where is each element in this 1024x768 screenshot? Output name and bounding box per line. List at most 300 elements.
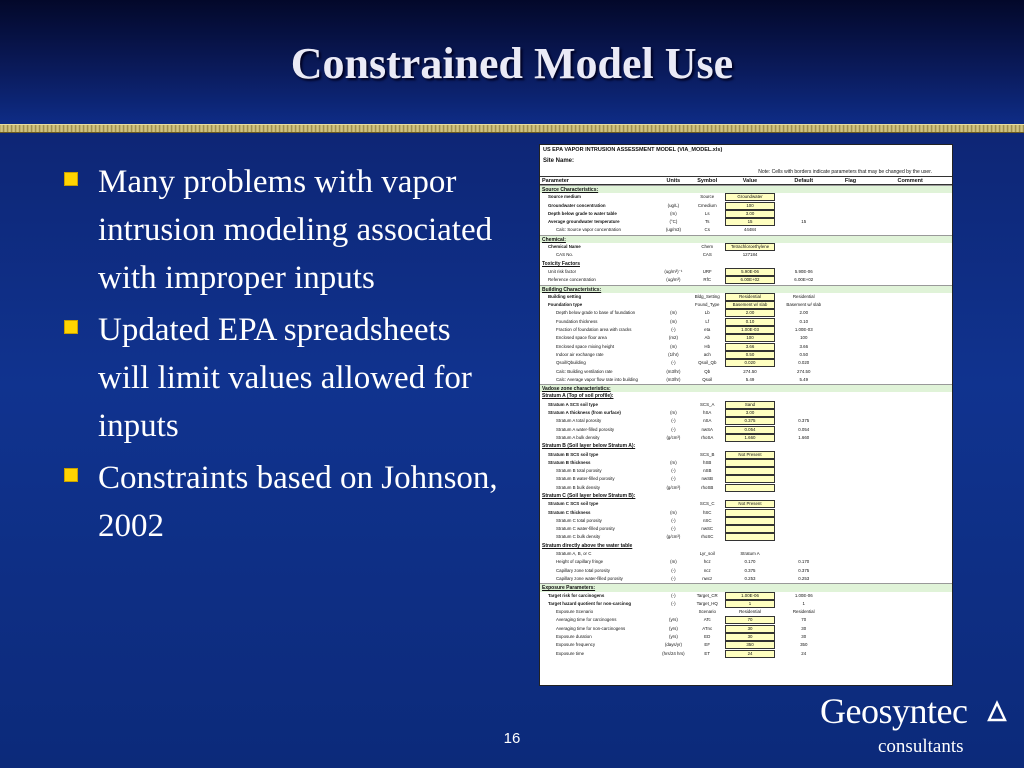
cell-value[interactable] [725,517,775,525]
cell-comment [868,459,952,467]
cell-flag [833,226,869,234]
cell-symbol: ATnc [702,625,713,631]
cell-units: (g/cm³) [666,434,681,440]
cell-parameter: Stratum A SCS soil type [548,401,598,407]
cell-flag [833,600,869,608]
cell-flag [833,359,869,367]
cell-flag [833,633,869,641]
cell-comment [868,368,952,376]
cell-comment [868,210,952,218]
cell-parameter: Stratum A thickness (from surface) [548,410,621,416]
cell-value[interactable] [725,459,775,467]
cell-flag [833,509,869,517]
cell-value: 5.49 [745,376,755,382]
cell-value[interactable]: 100 [725,202,775,210]
sheet-row [540,276,952,284]
cell-default: 0.375 [798,418,810,424]
cell-default: Residential [792,609,815,615]
sheet-row [540,202,952,210]
sheet-row [540,243,952,251]
cell-flag [833,301,869,309]
sheet-row [540,434,952,442]
cell-default [775,533,833,541]
cell-value[interactable]: 0.020 [725,359,775,367]
cell-units [657,401,689,409]
cell-value[interactable]: 0.375 [725,417,775,425]
cell-value[interactable]: 0.10 [725,318,775,326]
cell-flag [833,426,869,434]
cell-symbol: Bldg_Setting [694,293,720,299]
sheet-row [540,359,952,367]
cell-parameter: Stratum C bulk density [556,534,601,540]
cell-default: 70 [801,617,807,623]
cell-parameter: Calc: Building ventilation rate [556,368,613,374]
cell-default [775,500,833,508]
spreadsheet-screenshot [539,144,953,686]
sheet-row [540,567,952,575]
cell-symbol: Chem [701,244,714,250]
cell-value[interactable]: Groundwater [725,193,775,201]
cell-value: 0.253 [744,575,756,581]
cell-units: (ug/m3) [665,227,681,233]
cell-units: (ug/m³) [666,277,681,283]
sheet-row [540,318,952,326]
sheet-row [540,218,952,226]
cell-symbol: Cmedium [697,202,717,208]
cell-symbol: Lyr_soil [699,551,715,557]
cell-units: (hrs/24 hrs) [662,650,685,656]
cell-units: (m2) [668,335,678,341]
cell-parameter: Stratum C thickness [548,509,591,515]
cell-default [775,517,833,525]
cell-default: 30 [801,634,807,640]
cell-comment [868,359,952,367]
cell-value[interactable]: 30 [725,633,775,641]
cell-flag [833,417,869,425]
cell-parameter: Foundation type [548,302,583,308]
cell-default [775,210,833,218]
sheet-section-header: Vadose zone characteristics: [540,384,952,392]
cell-parameter: CAS No. [556,252,574,258]
cell-default: 100 [800,335,808,341]
cell-parameter: Depth below grade to water table [548,210,617,216]
cell-value[interactable] [725,484,775,492]
cell-default [775,202,833,210]
cell-symbol: rhoSA [701,434,714,440]
cell-default: 2.00 [799,310,809,316]
cell-flag [833,368,869,376]
cell-default: 0.020 [798,360,810,366]
cell-value[interactable] [725,475,775,483]
cell-comment [868,550,952,558]
cell-symbol: nwSA [701,426,713,432]
cell-parameter: Chemical Name [548,244,581,250]
cell-comment [868,309,952,317]
cell-symbol: nwSB [701,476,713,482]
cell-parameter: Enclosed space floor area [556,335,607,341]
cell-symbol: hSA [703,410,712,416]
cell-comment [868,226,952,234]
cell-units: (g/cm³) [666,484,681,490]
cell-comment [868,633,952,641]
cell-value[interactable]: 30 [725,625,775,633]
cell-value[interactable]: 70 [725,616,775,624]
cell-value: 0.170 [744,559,756,565]
cell-comment [868,276,952,284]
cell-symbol: ET [704,650,711,656]
sheet-row [540,376,952,384]
cell-symbol: CAS [702,252,712,258]
sheet-row [540,575,952,583]
square-bullet-icon [64,468,78,482]
cell-comment [868,193,952,201]
cell-parameter: Stratum B water-filled porosity [556,476,615,482]
cell-parameter: Stratum C water-filled porosity [556,526,615,532]
cell-default [775,451,833,459]
cell-comment [868,351,952,359]
cell-default [775,401,833,409]
cell-symbol: rhoSB [701,484,714,490]
cell-units [657,193,689,201]
cell-units: (-) [671,360,676,366]
cell-parameter: Reference concentration [548,277,596,283]
cell-flag [833,309,869,317]
bullet-text: Constraints based on Johnson, 2002 [98,460,498,544]
cell-units: (days/yr) [664,642,682,648]
cell-symbol: nSB [703,468,712,474]
sheet-row [540,451,952,459]
cell-parameter: Stratum A, B, or C [556,551,592,557]
cell-symbol: nwSC [701,526,714,532]
cell-symbol: ach [703,351,711,357]
sheet-row [540,633,952,641]
cell-default: 1.00E-06 [794,592,813,598]
cell-flag [833,625,869,633]
cell-value[interactable]: Basement w/ slab [725,301,775,309]
cell-parameter: Average groundwater temperature [548,219,620,225]
sheet-row [540,533,952,541]
sheet-row [540,641,952,649]
col-default: Default [794,178,814,184]
cell-parameter: Stratum B total porosity [556,468,602,474]
cell-value[interactable] [725,467,775,475]
cell-parameter: Stratum A total porosity [556,418,602,424]
col-units: Units [666,178,681,184]
sheet-row [540,650,952,658]
cell-units: (m3/hr) [666,368,681,374]
sheet-row [540,301,952,309]
cell-units: (m) [670,210,677,216]
cell-symbol: ED [704,634,711,640]
cell-default: 5.90E-06 [794,268,813,274]
cell-symbol: Found_Type [695,302,720,308]
cell-value[interactable]: Sand [725,401,775,409]
cell-value[interactable]: 3.00 [725,409,775,417]
cell-flag [833,451,869,459]
cell-flag [833,517,869,525]
cell-value[interactable]: 3.66 [725,343,775,351]
sheet-section-header: Chemical: [540,235,952,243]
cell-symbol: Lf [705,318,710,324]
cell-symbol: nSA [703,418,712,424]
cell-units [657,243,689,251]
sheet-row [540,401,952,409]
cell-units: (m) [670,318,677,324]
cell-comment [868,376,952,384]
cell-comment [868,434,952,442]
cell-units: (°C) [669,219,678,225]
cell-default [775,475,833,483]
sheet-row [540,509,952,517]
sheet-row [540,334,952,342]
cell-parameter: Capillary zone water-filled porosity [556,575,623,581]
cell-value[interactable] [725,509,775,517]
cell-default: 0.375 [798,567,810,573]
cell-units: (m) [670,343,677,349]
cell-parameter: Stratum B SCS soil type [548,451,599,457]
sheet-section-header: Toxicity Factors [540,260,952,268]
cell-units: (yrs) [669,617,678,623]
cell-comment [868,575,952,583]
cell-flag [833,376,869,384]
cell-symbol: nSC [702,517,712,523]
cell-flag [833,251,869,259]
cell-parameter: Foundation thickness [556,318,598,324]
cell-comment [868,467,952,475]
sheet-row [540,525,952,533]
sheet-row [540,608,952,616]
cell-comment [868,533,952,541]
cell-value[interactable]: 0.50 [725,351,775,359]
cell-symbol: ncz [703,567,711,573]
cell-comment [868,625,952,633]
cell-parameter: Depth below grade to base of foundation [556,310,636,316]
bullet-item [62,158,502,302]
cell-parameter: Stratum C total porosity [556,517,602,523]
cell-parameter: Stratum A water-filled porosity [556,426,615,432]
sheet-row [540,226,952,234]
sheet-title: US EPA VAPOR INTRUSION ASSESSMENT MODEL (VIA_MODEL.xls) [543,147,723,153]
cell-comment [868,641,952,649]
cell-flag [833,401,869,409]
cell-comment [868,268,952,276]
cell-parameter: Building setting [548,293,582,299]
cell-value[interactable]: 100 [725,334,775,342]
cell-value[interactable]: 1 [725,600,775,608]
cell-comment [868,202,952,210]
cell-default: 5.49 [799,376,809,382]
cell-default: 0.253 [798,575,810,581]
cell-comment [868,334,952,342]
cell-default [775,467,833,475]
cell-symbol: Cs [704,227,710,233]
cell-value[interactable] [725,533,775,541]
cell-flag [833,467,869,475]
col-flag: Flag [844,178,857,184]
cell-default: 1.660 [798,434,810,440]
cell-parameter: Fraction of foundation area with cracks [556,327,632,333]
cell-comment [868,401,952,409]
sheet-section-header: Stratum A (Top of soil profile): [540,392,952,400]
sheet-row [540,475,952,483]
cell-value[interactable]: Residential [725,293,775,301]
sheet-row [540,558,952,566]
cell-parameter: Indoor air exchange rate [556,351,604,357]
col-value: Value [742,178,758,184]
cell-symbol: Ts [705,219,710,225]
cell-parameter: Stratum B bulk density [556,484,600,490]
bullet-text: Updated EPA spreadsheets will limit values allowed for inputs [98,312,472,444]
logo-name: Geosyntec [820,691,968,731]
cell-default [775,243,833,251]
sheet-row [540,343,952,351]
cell-default [775,509,833,517]
cell-comment [868,517,952,525]
cell-default [775,550,833,558]
sheet-section-header: Stratum C (Soil layer below Stratum B): [540,492,952,500]
sheet-row [540,517,952,525]
cell-units: (yrs) [669,634,678,640]
cell-units [657,451,689,459]
cell-units: (-) [671,468,676,474]
cell-value[interactable]: 5.90E-06 [725,268,775,276]
cell-default: 15 [801,219,807,225]
cell-default: 6.00E+02 [794,277,814,283]
col-parameter: Parameter [542,178,569,184]
cell-symbol: hcz [703,559,711,565]
cell-symbol: Hb [704,343,711,349]
cell-value[interactable]: 15 [725,218,775,226]
cell-value[interactable]: Tetrachloroethylene [725,243,775,251]
sheet-section-header: Exposure Parameters: [540,583,952,591]
cell-flag [833,558,869,566]
cell-flag [833,276,869,284]
sheet-section-header: Stratum directly above the water table [540,542,952,550]
cell-value[interactable]: 24 [725,650,775,658]
bullet-list [62,158,502,554]
cell-value[interactable]: 1.00E-06 [725,592,775,600]
cell-value[interactable]: 3.00 [725,210,775,218]
cell-symbol: Ls [704,210,710,216]
cell-parameter: Stratum C SCS soil type [548,501,599,507]
cell-default: 24 [801,650,807,656]
cell-units [657,608,689,616]
cell-comment [868,558,952,566]
cell-flag [833,293,869,301]
cell-value[interactable]: Not Present [725,500,775,508]
cell-default [775,525,833,533]
cell-default: 1 [802,600,805,606]
sheet-row [540,326,952,334]
cell-default [775,409,833,417]
cell-parameter: Target hazard quotient for non-carcinog [548,600,632,606]
cell-flag [833,193,869,201]
cell-default: 1.00E-03 [794,327,813,333]
cell-units: (yrs) [669,625,678,631]
cell-units: (m) [670,559,677,565]
bullet-item [62,306,502,450]
cell-value[interactable]: 350 [725,641,775,649]
cell-default: 0.054 [798,426,810,432]
cell-flag [833,318,869,326]
cell-symbol: RfC [703,277,711,283]
cell-value[interactable]: 1.660 [725,434,775,442]
cell-flag [833,567,869,575]
cell-comment [868,243,952,251]
sheet-section-header: Stratum B (Soil layer below Stratum A): [540,442,952,450]
cell-comment [868,343,952,351]
cell-value: 0.375 [744,567,756,573]
cell-symbol: ATc [703,617,711,623]
cell-units: (-) [671,592,676,598]
cell-value[interactable] [725,525,775,533]
sheet-note: Note: Cells with borders indicate parameters that may be changed by the user. [758,169,932,175]
logo-subtitle: consultants [878,736,964,757]
cell-flag [833,475,869,483]
cell-units: (-) [671,575,676,581]
cell-symbol: Target_HQ [696,600,718,606]
cell-flag [833,351,869,359]
sheet-row [540,417,952,425]
cell-symbol: Target_CR [696,592,718,598]
cell-flag [833,525,869,533]
bullet-text: Many problems with vapor intrusion modeling associated with improper inputs [98,164,493,296]
cell-flag [833,484,869,492]
cell-symbol: rhoSC [701,534,714,540]
sheet-row [540,351,952,359]
sheet-row [540,268,952,276]
cell-default: Basement w/ slab [786,302,822,308]
cell-default: 0.50 [799,351,809,357]
cell-flag [833,592,869,600]
cell-flag [833,268,869,276]
cell-units: (m) [670,410,677,416]
cell-comment [868,417,952,425]
cell-value: Residential [739,609,761,615]
sheet-row [540,592,952,600]
cell-value[interactable]: 6.00E+02 [725,276,775,284]
cell-default: Residential [792,293,815,299]
cell-flag [833,533,869,541]
cell-comment [868,525,952,533]
sheet-row [540,293,952,301]
cell-value[interactable]: Not Present [725,451,775,459]
cell-units: (-) [671,426,676,432]
cell-value[interactable]: 0.054 [725,426,775,434]
cell-symbol: SCS_C [699,501,715,507]
cell-comment [868,650,952,658]
cell-flag [833,608,869,616]
cell-default: 30 [801,625,807,631]
cell-default [775,226,833,234]
cell-value: 274.50 [743,368,757,374]
sheet-row [540,193,952,201]
cell-flag [833,575,869,583]
cell-symbol: hSB [703,459,712,465]
cell-value[interactable]: 2.00 [725,309,775,317]
sheet-body [540,185,952,658]
cell-default: 0.10 [799,318,809,324]
cell-parameter: Capillary zone total porosity [556,567,610,573]
sheet-row [540,550,952,558]
logo-triangle-icon [986,700,1008,722]
cell-default [775,459,833,467]
cell-units: (m3/hr) [666,376,681,382]
cell-symbol: hSC [702,509,712,515]
cell-units: (ug/m³)⁻¹ [664,268,683,274]
cell-value[interactable]: 1.00E-03 [725,326,775,334]
cell-comment [868,293,952,301]
